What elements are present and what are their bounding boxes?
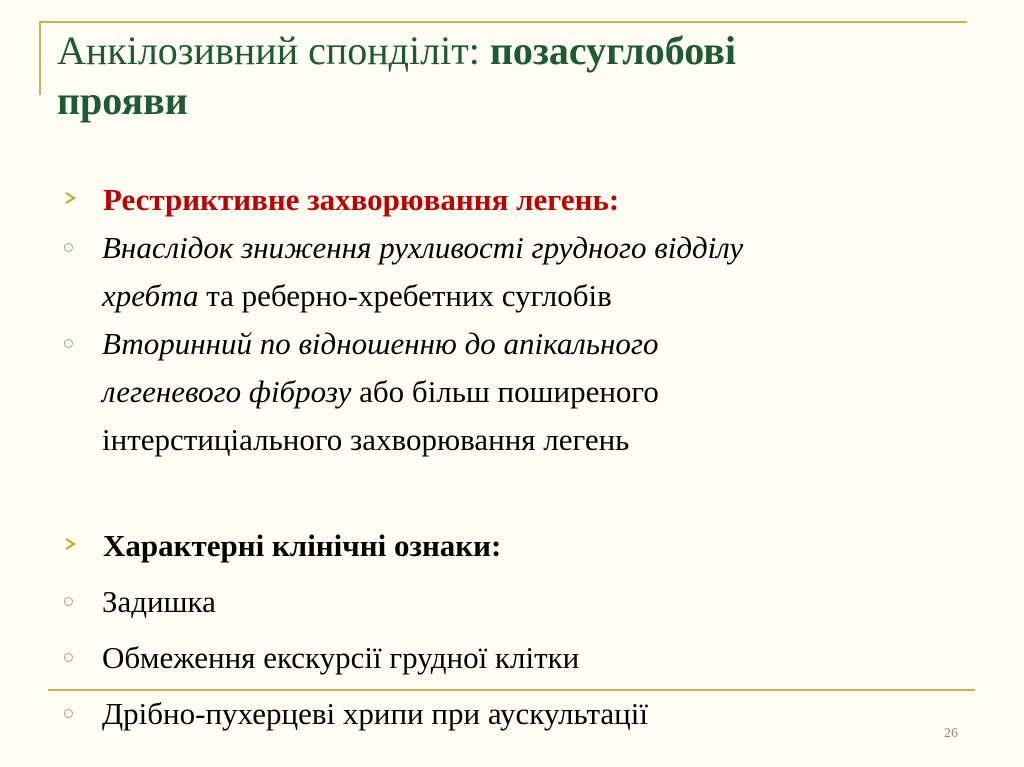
- circle-bullet-icon: [64, 597, 73, 606]
- section-2-item-2: [102, 634, 579, 682]
- item-1-line-1: Внаслідок зниження рухливості грудного відділу: [102, 230, 744, 265]
- bottom-rule: [48, 689, 975, 691]
- item-2-line-1: Вторинний по відношенню до апікального: [102, 326, 659, 361]
- top-rule: [39, 21, 967, 23]
- section-2-item-3: [102, 690, 648, 738]
- circle-bullet-icon: [64, 243, 73, 252]
- circle-bullet-icon: [64, 339, 73, 348]
- section-2-heading: Характерні клінічні ознаки:: [103, 528, 502, 563]
- page-number: 26: [944, 726, 958, 741]
- item-1-line-2-italic: хребта: [102, 278, 199, 313]
- title-regular: Анкілозивний спонділіт:: [57, 28, 490, 73]
- section-1-item-2: [102, 320, 659, 464]
- section-2-item-1: [102, 578, 216, 626]
- circle-bullet-icon: [64, 709, 73, 718]
- item-text: Дрібно-пухерцеві хрипи при аускультації: [102, 696, 648, 731]
- title-bold-2: прояви: [57, 78, 188, 123]
- item-2-line-2-italic: легеневого фіброзу: [102, 374, 352, 409]
- circle-bullet-icon: [64, 653, 73, 662]
- item-1-line-2-rest: та реберно-хребетних суглобів: [198, 278, 612, 313]
- item-text: Обмеження екскурсії грудної клітки: [102, 640, 580, 675]
- item-text: Задишка: [102, 584, 216, 619]
- arrow-bullet-icon: [64, 537, 78, 551]
- arrow-bullet-icon: [64, 191, 78, 205]
- section-1-item-1: [102, 224, 743, 320]
- item-2-line-2-rest: або більш поширеного: [351, 374, 659, 409]
- left-rule: [39, 21, 41, 95]
- section-1-heading: Рестриктивне захворювання легень:: [103, 182, 620, 217]
- slide-title: [57, 26, 977, 126]
- title-bold-1: позасуглобові: [489, 28, 736, 73]
- item-2-line-3: інтерстиціального захворювання легень: [102, 422, 630, 457]
